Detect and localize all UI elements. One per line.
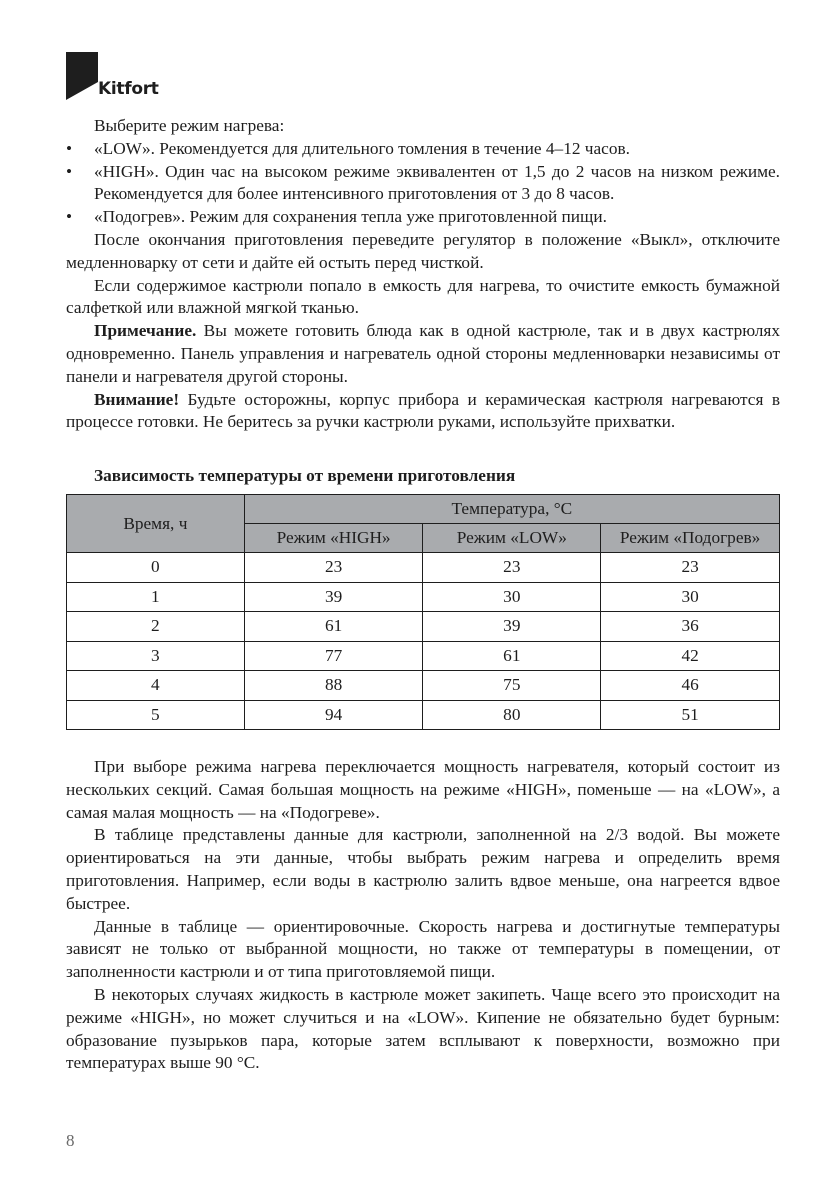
table-cell: 88 bbox=[244, 671, 423, 701]
outro-section bbox=[66, 756, 780, 1075]
table-cell: 94 bbox=[244, 700, 423, 730]
note-paragraph bbox=[66, 320, 780, 388]
heating-mode-list bbox=[66, 138, 780, 229]
table-cell: 51 bbox=[601, 700, 780, 730]
note-text: Вы можете готовить блюда как в одной кастрюле, так и в двух кастрюлях одновременно. Панель управления и нагреватель одной стороны медленноварки независимы от панели и нагревателя другой стороны. bbox=[66, 321, 780, 386]
table-cell: 3 bbox=[67, 641, 245, 671]
table-cell: 30 bbox=[423, 582, 601, 612]
table-cell: 2 bbox=[67, 612, 245, 642]
brand-logo-mark bbox=[66, 52, 98, 100]
intro-section bbox=[66, 115, 780, 434]
warning-paragraph bbox=[66, 389, 780, 435]
table-row bbox=[67, 700, 780, 730]
paragraph: Данные в таблице — ориентировочные. Скорость нагрева и достигнутые температуры зависят не только от выбранной мощности, но также от температуры в помещении, от заполненности кастрюли и от типа приготовляемой пищи. bbox=[66, 916, 780, 982]
note-label: Примечание. bbox=[94, 321, 197, 341]
paragraph: В некоторых случаях жидкость в кастрюле может закипеть. Чаще всего это происходит на режиме «HIGH», но может случиться и на «LOW». Кипение не обязательно будет бурным: образование пузырьков пара, которые затем всплывают к поверхности, возможно при температурах выше 90 °С. bbox=[66, 984, 780, 1073]
list-item: • «LOW». Рекомендуется для длительного томления в течение 4–12 часов. bbox=[66, 138, 780, 161]
brand-logo-text: Kitfort bbox=[98, 79, 159, 99]
table-cell: 23 bbox=[244, 553, 423, 583]
table-cell: 39 bbox=[244, 582, 423, 612]
table-cell: 39 bbox=[423, 612, 601, 642]
paragraph: После окончания приготовления переведите регулятор в положение «Выкл», отключите медленноварку от сети и дайте ей остыть перед чисткой. bbox=[66, 229, 780, 272]
list-item: • «HIGH». Один час на высоком режиме эквивалентен от 1,5 до 2 часов на низком режиме. Рекомендуется для более интенсивного приготовления от 3 до 8 часов. bbox=[66, 161, 780, 207]
table-cell: 61 bbox=[244, 612, 423, 642]
mode-header-warm: Режим «Подогрев» bbox=[601, 524, 780, 553]
table-cell: 23 bbox=[423, 553, 601, 583]
list-item: • «Подогрев». Режим для сохранения тепла уже приготовленной пищи. bbox=[66, 206, 780, 229]
table-cell: 5 bbox=[67, 700, 245, 730]
brand-logo bbox=[66, 52, 166, 102]
table-row bbox=[67, 553, 780, 583]
mode-header-high: Режим «HIGH» bbox=[244, 524, 423, 553]
paragraph: При выборе режима нагрева переключается мощность нагревателя, который состоит из нескольких секций. Самая большая мощность на режиме «HIGH», поменьше — на «LOW», а самая малая мощность — на «Подогреве». bbox=[66, 757, 780, 822]
table-row bbox=[67, 612, 780, 642]
paragraph: В таблице представлены данные для кастрюли, заполненной на 2/3 водой. Вы можете ориентироваться на эти данные, чтобы выбрать режим нагрева и определить время приготовления. Например, если воды в кастрюлю залить вдвое меньше, она нагреется вдвое быстрее. bbox=[66, 825, 780, 913]
table-row bbox=[67, 582, 780, 612]
table-cell: 1 bbox=[67, 582, 245, 612]
page-number: 8 bbox=[66, 1131, 75, 1150]
table-row bbox=[67, 671, 780, 701]
table-cell: 75 bbox=[423, 671, 601, 701]
table-cell: 36 bbox=[601, 612, 780, 642]
table-cell: 23 bbox=[601, 553, 780, 583]
table-cell: 61 bbox=[423, 641, 601, 671]
heating-mode-heading: Выберите режим нагрева: bbox=[94, 116, 285, 135]
table-caption: Зависимость температуры от времени приготовления bbox=[94, 466, 516, 485]
table-row bbox=[67, 641, 780, 671]
table-cell: 30 bbox=[601, 582, 780, 612]
table-cell: 77 bbox=[244, 641, 423, 671]
table-cell: 0 bbox=[67, 553, 245, 583]
paragraph: Если содержимое кастрюли попало в емкость для нагрева, то очистите емкость бумажной салфеткой или влажной мягкой тканью. bbox=[66, 275, 780, 318]
mode-header-low: Режим «LOW» bbox=[423, 524, 601, 553]
warning-label: Внимание! bbox=[94, 389, 180, 409]
table-cell: 80 bbox=[423, 700, 601, 730]
table-cell: 46 bbox=[601, 671, 780, 701]
warning-text: Будьте осторожны, корпус прибора и керамическая кастрюля нагреваются в процессе готовки. Не беритесь за ручки кастрюли руками, используйте прихватки. bbox=[66, 389, 780, 432]
table-cell: 4 bbox=[67, 671, 245, 701]
time-column-header: Время, ч bbox=[67, 495, 245, 553]
temperature-table bbox=[66, 494, 780, 730]
temperature-column-header: Температура, °С bbox=[244, 495, 779, 524]
table-cell: 42 bbox=[601, 641, 780, 671]
